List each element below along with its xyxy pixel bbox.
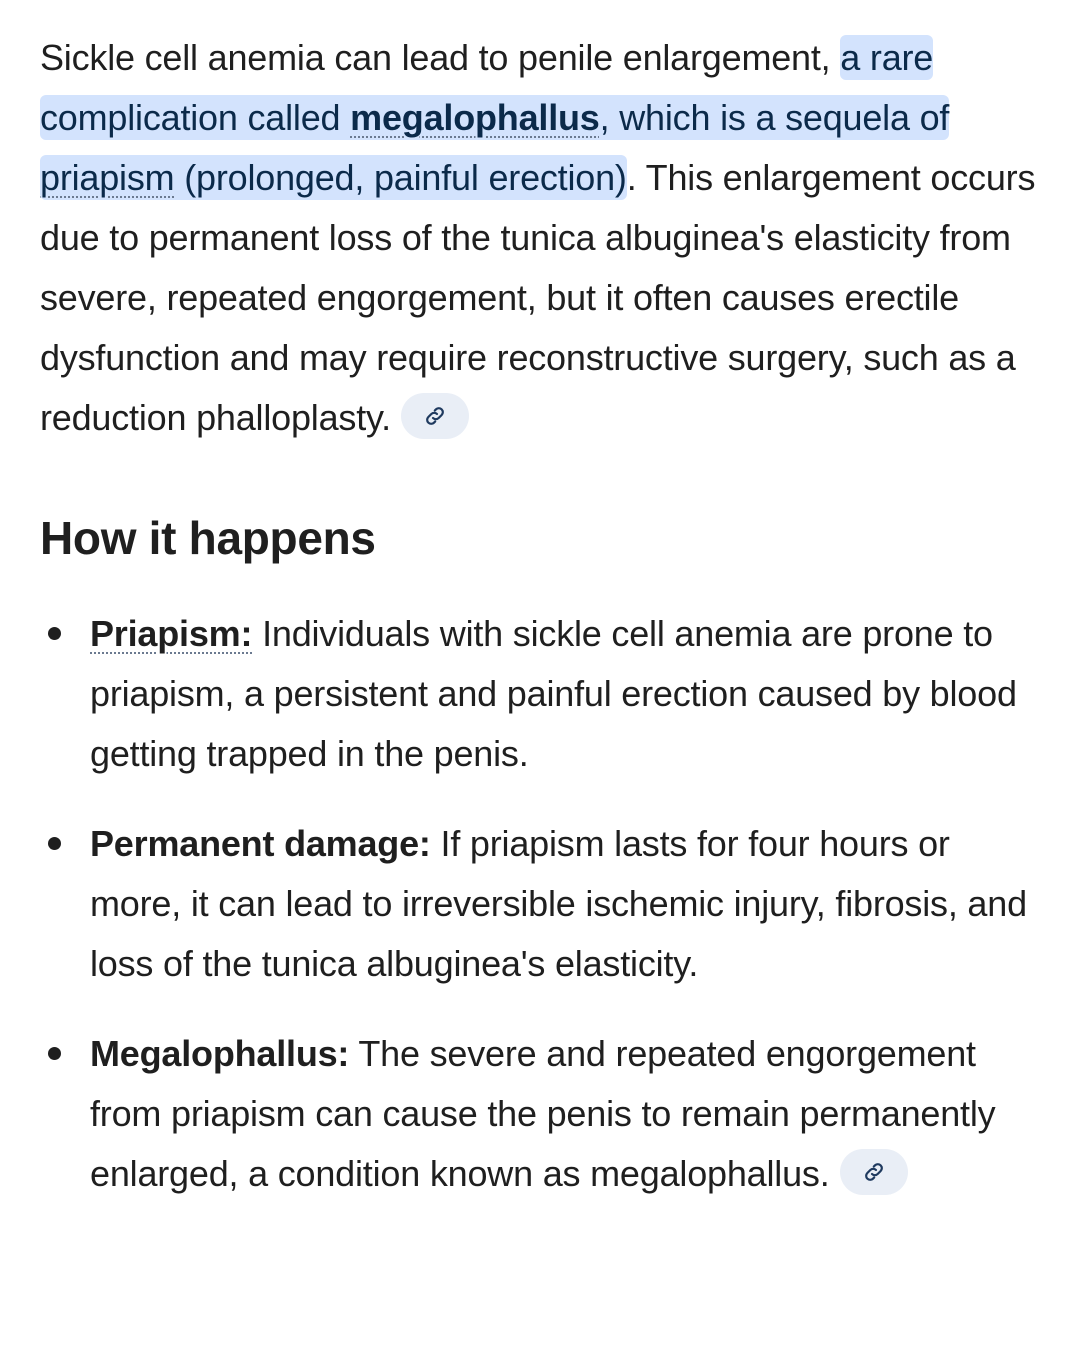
section-heading: How it happens (40, 512, 376, 564)
bullet-dot (48, 627, 61, 640)
highlight-text-3: (prolonged, painful erection) (174, 157, 627, 198)
bullet-list (40, 604, 1050, 1204)
term-priapism[interactable]: priapism (40, 157, 175, 198)
source-link-button[interactable] (401, 393, 469, 439)
term-priapism-label[interactable]: Priapism: (90, 613, 253, 654)
list-item (40, 1024, 1050, 1204)
list-item (40, 814, 1050, 994)
source-link-button[interactable] (840, 1149, 908, 1195)
highlight-text-1: a rare complication called (40, 37, 934, 138)
answer-content (40, 28, 1050, 1234)
intro-lead-text: Sickle cell anemia can lead to penile enlargement, (40, 37, 841, 78)
list-item (40, 604, 1050, 784)
bullet-dot (48, 1047, 61, 1060)
list-item-text: The severe and repeated engorgement from priapism can cause the penis to remain permanently enlarged, a condition known as megalophallus. (90, 1033, 996, 1194)
list-item-label: Permanent damage: (90, 823, 431, 864)
list-item-label: Megalophallus: (90, 1033, 350, 1074)
link-icon (862, 1160, 886, 1184)
intro-paragraph (40, 28, 1050, 448)
term-megalophallus[interactable]: megalophallus (350, 97, 600, 138)
list-item-text: If priapism lasts for four hours or more, it can lead to irreversible ischemic injury, fibrosis, and loss of the tunica albuginea's elasticity. (90, 823, 1027, 984)
list-item-text: Individuals with sickle cell anemia are prone to priapism, a persistent and painful erection caused by blood getting trapped in the penis. (90, 613, 1017, 774)
link-icon (423, 404, 447, 428)
bullet-dot (48, 837, 61, 850)
highlight-text-2: , which is a sequela of (599, 97, 950, 138)
intro-rest-text: . This enlargement occurs due to permanent loss of the tunica albuginea's elasticity from severe, repeated engorgement, but it often causes erectile dysfunction and may require reconstructive surgery, such as a reduction phalloplasty. (40, 157, 1036, 438)
